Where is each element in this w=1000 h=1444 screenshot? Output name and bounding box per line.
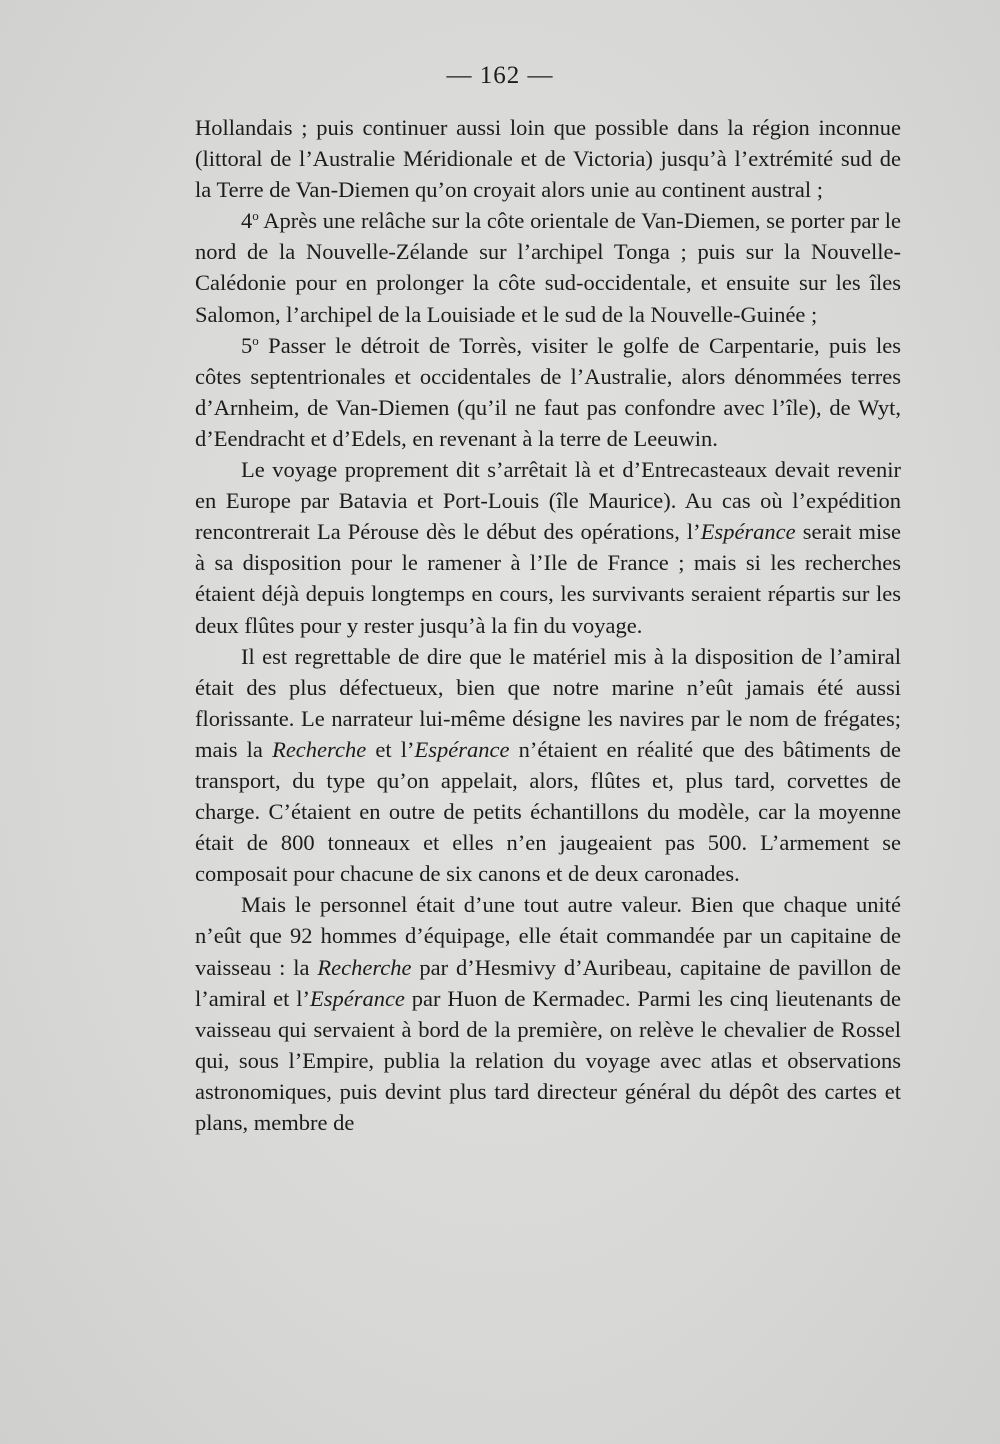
text-run: par Huon de Kermadec. Parmi les cinq lieutenants de vaisseau qui servaient à bord de la première, on relève le chevalier de Rossel qui, sous l’Empire, publia la relation du voyage avec atlas et observations astronomiques, puis devint plus tard directeur général du dépôt des cartes et plans, membre de bbox=[195, 985, 901, 1135]
italic-run: Recherche bbox=[317, 954, 412, 980]
italic-run: Espérance bbox=[414, 736, 510, 762]
text-run: serait mise à sa disposition pour le ramener à l’Ile de France ; mais si les recherches étaient déjà depuis longtemps en cours, les survivants seraient répartis sur les deux flûtes pour y rester jusqu’à la fin du voyage. bbox=[195, 519, 901, 638]
paragraph bbox=[195, 112, 901, 205]
text-run: 5 bbox=[241, 332, 253, 358]
text-run: Il est regrettable de dire que le matériel mis à la disposition de l’amiral était des plus défectueux, bien que notre marine n’eût jamais été aussi florissante. Le narrateur lui-même désigne les navires par le nom de frégates; mais la bbox=[195, 643, 901, 762]
page-number: — 162 — bbox=[446, 62, 554, 89]
text-run: Mais le personnel était d’une tout autre valeur. Bien que chaque unité n’eût que 92 hommes d’équipage, elle était commandée par un capitaine de vaisseau : la bbox=[195, 892, 901, 980]
text-run: Le voyage proprement dit s’arrêtait là et d’Entrecasteaux devait revenir en Europe par Batavia et Port-Louis (île Maurice). Au cas où l’expédition rencontrerait La Pérouse dès le début des opérations, l’ bbox=[195, 457, 901, 545]
paragraph bbox=[195, 205, 901, 329]
paragraph bbox=[195, 641, 901, 890]
body-text bbox=[195, 112, 901, 1138]
text-run: Après une relâche sur la côte orientale de Van-Diemen, se porter par le nord de la Nouvelle-Zélande sur l’archipel Tonga ; puis sur la Nouvelle-Calédonie pour en prolonger la côte sud-occidentale, et ensuite sur les îles Salomon, l’archipel de la Louisiade et le sud de la Nouvelle-Guinée ; bbox=[195, 208, 901, 327]
text-run: Passer le détroit de Torrès, visiter le golfe de Carpentarie, puis les côtes septentrionales et occidentales de l’Australie, alors dénommées terres d’Arnheim, de Van-Diemen (qu’il ne faut pas confondre avec l’île), de Wyt, d’Eendracht et d’Edels, en revenant à la terre de Leeuwin. bbox=[195, 332, 901, 451]
text-run: 4 bbox=[241, 208, 253, 234]
paragraph bbox=[195, 454, 901, 641]
text-run: Hollandais ; puis continuer aussi loin que possible dans la région inconnue (littoral de l’Australie Méridionale et de Victoria) jusqu’à l’extrémité sud de la Terre de Van-Diemen qu’on croyait alors unie au continent austral ; bbox=[195, 115, 901, 203]
paragraph bbox=[195, 330, 901, 454]
italic-run: Recherche bbox=[272, 736, 367, 762]
text-run: par d’Hesmivy d’Auribeau, capitaine de pavillon de l’amiral et l’ bbox=[195, 954, 901, 1011]
superscript-run: o bbox=[252, 332, 259, 348]
superscript-run: o bbox=[252, 208, 259, 224]
text-run: n’étaient en réalité que des bâtiments de transport, du type qu’on appelait, alors, flûtes et, plus tard, corvettes de charge. C’étaient en outre de petits échantillons du modèle, car la moyenne était de 800 tonneaux et elles n’en jaugeaient pas 500. L’armement se composait pour chacune de six canons et de deux caronades. bbox=[195, 736, 902, 887]
italic-run: Espérance bbox=[700, 519, 796, 545]
paragraph bbox=[195, 889, 901, 1138]
text-run: et l’ bbox=[366, 736, 415, 762]
italic-run: Espérance bbox=[309, 985, 405, 1011]
